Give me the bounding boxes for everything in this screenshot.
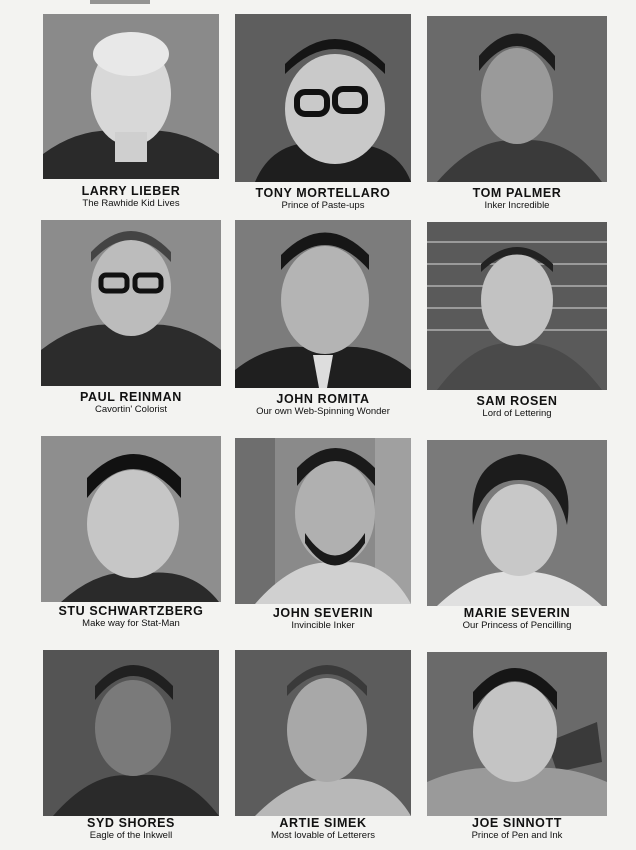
staff-name: SYD SHORES — [87, 816, 175, 830]
staff-card-marie-severin — [425, 436, 609, 636]
staff-title: Prince of Paste-ups — [281, 200, 365, 211]
staff-name: TONY MORTELLARO — [255, 186, 391, 200]
staff-title: Most lovable of Letterers — [270, 830, 376, 841]
staff-title: Cavortin' Colorist — [94, 404, 168, 415]
portrait-photo — [427, 652, 607, 816]
portrait-photo — [43, 650, 219, 816]
staff-card-tom-palmer — [425, 14, 609, 214]
staff-name: JOE SINNOTT — [472, 816, 562, 830]
portrait-photo — [41, 220, 221, 386]
portrait-photo — [235, 438, 411, 604]
portrait-photo — [427, 16, 607, 182]
staff-name: ARTIE SIMEK — [279, 816, 367, 830]
staff-card-john-romita — [233, 220, 413, 420]
staff-card-larry-lieber — [41, 14, 221, 214]
staff-name: TOM PALMER — [472, 186, 562, 200]
staff-name: MARIE SEVERIN — [463, 606, 571, 620]
staff-title: Make way for Stat-Man — [82, 618, 180, 629]
staff-name: STU SCHWARTZBERG — [58, 604, 204, 618]
staff-card-tony-mortellaro — [233, 14, 413, 214]
staff-card-stu-schwartzberg — [41, 436, 221, 636]
staff-card-john-severin — [233, 436, 413, 636]
portrait-photo — [427, 222, 607, 390]
staff-title: Invincible Inker — [291, 620, 355, 631]
staff-title: Our own Web-Spinning Wonder — [256, 406, 390, 417]
staff-card-sam-rosen — [425, 220, 609, 420]
staff-name: JOHN SEVERIN — [272, 606, 374, 620]
portrait-photo — [235, 14, 411, 182]
staff-name: SAM ROSEN — [476, 394, 558, 408]
portrait-photo — [41, 436, 221, 602]
staff-card-artie-simek — [233, 648, 413, 848]
torn-page-edge — [90, 0, 150, 4]
portrait-photo — [427, 440, 607, 606]
staff-title: Inker Incredible — [484, 200, 550, 211]
portrait-photo — [43, 14, 219, 179]
staff-card-syd-shores — [41, 648, 221, 848]
staff-card-paul-reinman — [41, 220, 221, 420]
portrait-photo — [235, 220, 411, 388]
staff-title: Lord of Lettering — [482, 408, 552, 419]
staff-title: Our Princess of Pencilling — [462, 620, 572, 631]
staff-name: PAUL REINMAN — [80, 390, 182, 404]
staff-name: LARRY LIEBER — [81, 184, 181, 198]
staff-title: Prince of Pen and Ink — [471, 830, 563, 841]
portrait-photo — [235, 650, 411, 816]
staff-title: Eagle of the Inkwell — [89, 830, 173, 841]
staff-card-joe-sinnott — [425, 648, 609, 848]
staff-title: The Rawhide Kid Lives — [82, 198, 180, 209]
staff-name: JOHN ROMITA — [276, 392, 370, 406]
